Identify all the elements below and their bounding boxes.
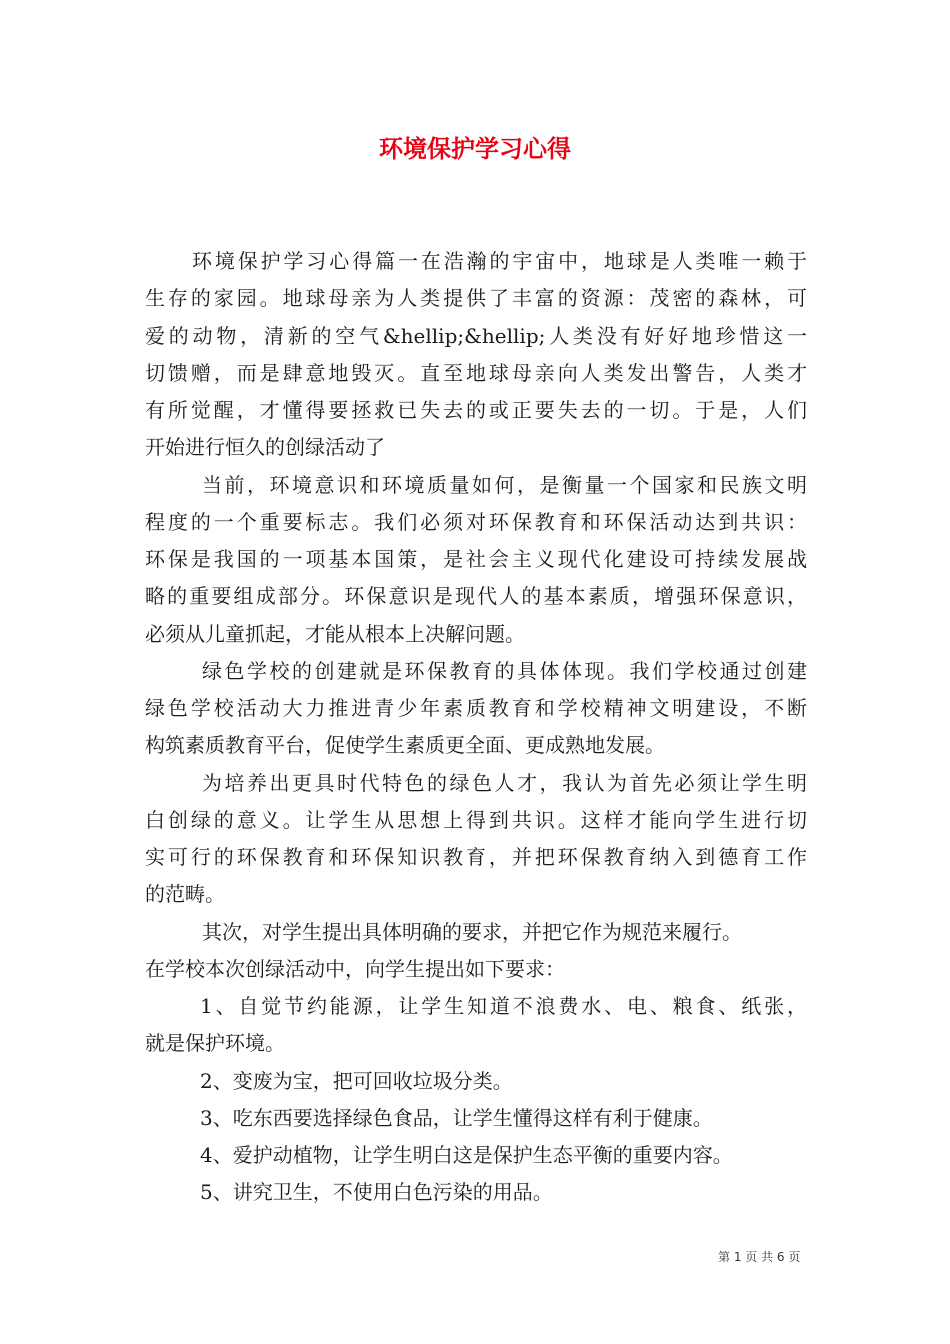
text-line: 绿色学校活动大力推进青少年素质教育和学校精神文明建设，不断 [145,696,807,720]
page-number: 第 1 页 共 6 页 [718,1250,801,1264]
text-line: 在学校本次创绿活动中，向学生提出如下要求： [145,956,565,981]
text-line: 生存的家园。地球母亲为人类提供了丰富的资源：茂密的森林，可 [145,286,807,311]
list-item: 1、自觉节约能源，让学生知道不浪费水、电、粮食、纸张， [200,994,807,1018]
text-line: 切馈赠，而是肆意地毁灭。直至地球母亲向人类发出警告，人类才 [145,360,807,385]
text-line: 绿色学校的创建就是环保教育的具体体现。我们学校通过创建 [202,658,807,683]
text-line: 有所觉醒，才懂得要拯救已失去的或正要失去的一切。于是，人们 [145,398,807,422]
text-line: 为培养出更具时代特色的绿色人才，我认为首先必须让学生明 [202,770,807,795]
text-line: 就是保护环境。 [145,1031,285,1056]
text-line: 程度的一个重要标志。我们必须对环保教育和环保活动达到共识： [145,509,807,534]
list-item: 4、爱护动植物，让学生明白这是保护生态平衡的重要内容。 [200,1143,733,1167]
text-line: 环保是我国的一项基本国策，是社会主义现代化建设可持续发展战 [145,547,807,571]
text-line: 其次，对学生提出具体明确的要求，并把它作为规范来履行。 [202,919,742,944]
text-line: 白创绿的意义。让学生从思想上得到共识。这样才能向学生进行切 [145,807,807,832]
text-line: 实可行的环保教育和环保知识教育，并把环保教育纳入到德育工作 [145,845,807,869]
text-line: 必须从儿童抓起，才能从根本上决解问题。 [145,621,525,646]
text-line: 的范畴。 [145,882,225,907]
text-line: 环境保护学习心得篇一在浩瀚的宇宙中，地球是人类唯一赖于 [192,249,807,273]
list-item: 5、讲究卫生，不使用白色污染的用品。 [200,1180,553,1205]
text-line: 爱的动物，清新的空气&hellip;&hellip;人类没有好好地珍惜这一 [145,323,807,348]
list-item: 2、变废为宝，把可回收垃圾分类。 [200,1068,513,1093]
text-line: 略的重要组成部分。环保意识是现代人的基本素质，增强环保意识， [145,584,807,609]
text-line: 当前，环境意识和环境质量如何，是衡量一个国家和民族文明 [202,472,807,497]
list-item: 3、吃东西要选择绿色食品，让学生懂得这样有利于健康。 [200,1105,713,1130]
text-line: 开始进行恒久的创绿活动了 [145,435,385,460]
document-body [145,243,807,1212]
document-title: 环境保护学习心得 [379,135,571,163]
text-line: 构筑素质教育平台，促使学生素质更全面、更成熟地发展。 [145,733,665,758]
